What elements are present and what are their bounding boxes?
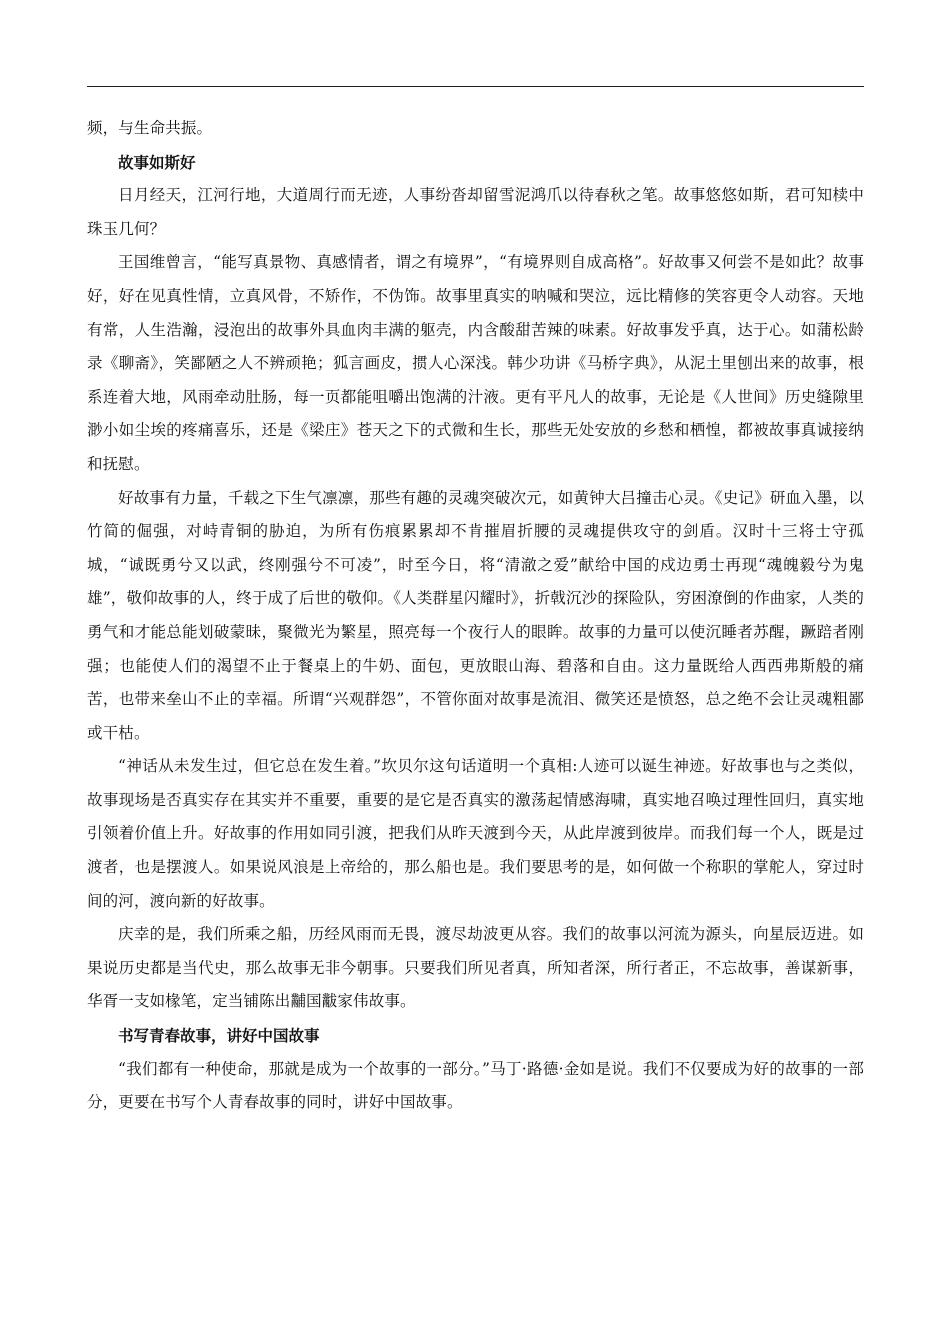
paragraph: “我们都有一种使命，那就是成为一个故事的一部分。”马丁·路德·金如是说。我们不仅要成为好的故事的一部分，更要在书写个人青春故事的同时，讲好中国故事。 <box>87 1059 864 1112</box>
paragraph: “神话从未发生过，但它总在发生着。”坎贝尔这句话道明一个真相:人迹可以诞生神迹。好故事也与之类似，故事现场是否真实存在其实并不重要，重要的是它是否真实的激荡起情感海啸，真实地召唤过理性回归，真实地引领着价值上升。好故事的作用如同引渡，把我们从昨天渡到今天，从此岸渡到彼岸。而我们每一个人，既是过渡者，也是摆渡人。如果说风浪是上帝给的，那么船也是。我们要思考的是，如何做一个称职的掌舵人，穿过时间的河，渡向新的好故事。 <box>87 757 864 910</box>
section-heading-youth-story: 书写青春故事，讲好中国故事 <box>118 1026 320 1046</box>
paragraph: 好故事有力量，千载之下生气凛凛，那些有趣的灵魂突破次元，如黄钟大吕撞击心灵。《史记》研血入墨，以竹简的倔强，对峙青铜的胁迫，为所有伤痕累累却不肯摧眉折腰的灵魂提供攻守的剑盾。汉时十三将士守孤城，“诚既勇兮又以武，终刚强兮不可凌”，时至今日，将“清澈之爱”献给中国的戍边勇士再现“魂魄毅兮为鬼雄”，敬仰故事的人，终于成了后世的敬仰。《人类群星闪耀时》，折戟沉沙的探险队，穷困潦倒的作曲家，人类的勇气和才能总能划破蒙昧，聚微光为繁星，照亮每一个夜行人的眼眸。故事的力量可以使沉睡者苏醒，蹶踣者刚强；也能使人们的渴望不止于餐桌上的牛奶、面包，更放眼山海、碧落和自由。这力量既给人西西弗斯般的痛苦，也带来垒山不止的幸福。所谓“兴观群怨”，不管你面对故事是流泪、微笑还是愤怒，总之绝不会让灵魂粗鄙或干枯。 <box>87 488 864 742</box>
paragraph: 王国维曾言，“能写真景物、真感情者，谓之有境界”，“有境界则自成高格”。好故事又何尝不是如此？故事好，好在见真性情，立真风骨，不矫作，不伪饰。故事里真实的呐喊和哭泣，远比精修的笑容更令人动容。天地有常，人生浩瀚，浸泡出的故事外具血肉丰满的躯壳，内含酸甜苦辣的味素。好故事发乎真，达于心。如蒲松龄录《聊斋》，笑鄙陋之人不辨顽艳；狐言画皮，掼人心深浅。韩少功讲《马桥字典》，从泥土里刨出来的故事，根系连着大地，风雨牵动肚肠，每一页都能咀嚼出饱满的汁液。更有平凡人的故事，无论是《人世间》历史缝隙里渺小如尘埃的疼痛喜乐，还是《梁庄》苍天之下的式微和生长，那些无处安放的乡愁和栖惶，都被故事真诚接纳和抚慰。 <box>87 253 864 473</box>
paragraph: 庆幸的是，我们所乘之船，历经风雨而无畏，渡尽劫波更从容。我们的故事以河流为源头，向星辰迈进。如果说历史都是当代史，那么故事无非今朝事。只要我们所见者真，所知者深，所行者正，不忘故事，善谋新事，华胥一支如椽笔，定当铺陈出黼国黻家伟故事。 <box>87 925 864 1011</box>
header-divider <box>87 86 864 87</box>
section-heading-story-good: 故事如斯好 <box>118 152 196 172</box>
paragraph-continuation: 频，与生命共振。 <box>87 119 213 137</box>
paragraph: 日月经天，江河行地，大道周行而无迹，人事纷沓却留雪泥鸿爪以待春秋之笔。故事悠悠如斯，君可知椟中珠玉几何？ <box>87 186 864 238</box>
document-body <box>87 112 864 1120</box>
